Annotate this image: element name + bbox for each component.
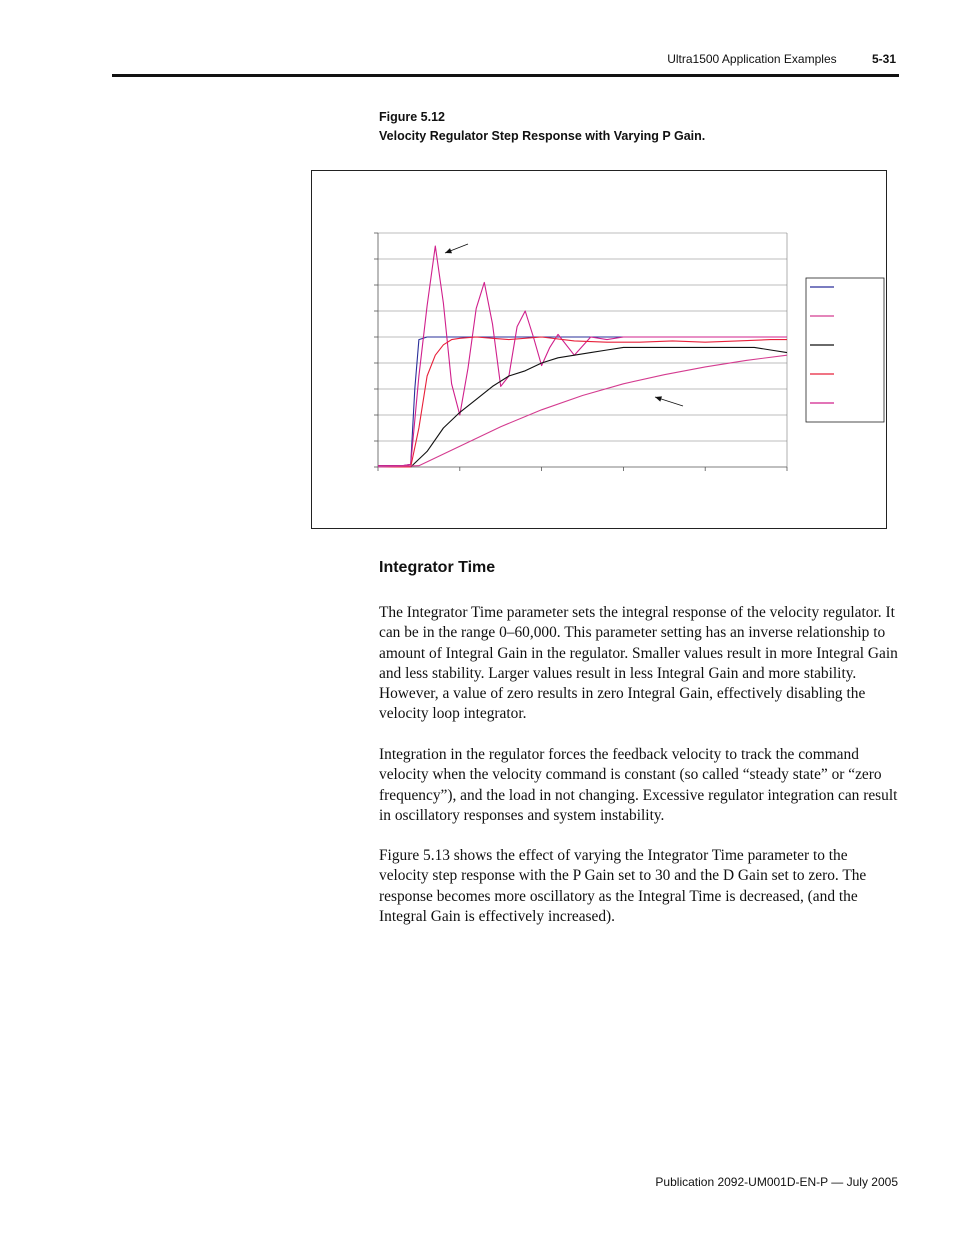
series-line-2	[378, 347, 787, 467]
arrow-low-gain-head	[655, 396, 662, 401]
paragraph-integrator-time: The Integrator Time parameter sets the integral response of the velocity regulator. It can be in the range 0–60,000. This parameter setting has an inverse relationship to amount of Integral Gain in the regulator. Smaller values result in more Integral Gain and less stability. Larger values result in less Integral Gain and more stability. However, a value of zero results in zero Integral Gain, effectively disabling the velocity loop integrator.	[379, 604, 898, 723]
series-line-0	[378, 337, 787, 466]
figure-title: Velocity Regulator Step Response with Varying P Gain.	[379, 129, 706, 143]
page-number: 5-31	[871, 52, 896, 66]
step-response-chart	[312, 171, 888, 530]
paragraph-integration: Integration in the regulator forces the feedback velocity to track the command velocity when the velocity command is constant (so called “steady state” or “zero frequency”), and the load in not changing. Excessive regulator integration can result in oscillatory responses and system instability.	[379, 746, 898, 824]
running-title: Ultra1500 Application Examples	[667, 52, 837, 66]
running-head	[396, 52, 896, 66]
publication-footer: Publication 2092-UM001D-EN-P — July 2005	[655, 1175, 898, 1189]
series-layer	[378, 246, 787, 467]
section-heading: Integrator Time	[379, 559, 496, 576]
paragraph-figure-reference: Figure 5.13 shows the effect of varying the Integrator Time parameter to the velocity step response with the P Gain set to 30 and the D Gain set to zero. The response becomes more oscillatory as the Integral Time is decreased, (and the Integral Gain is effectively increased).	[379, 847, 867, 925]
figure-caption	[379, 108, 705, 146]
figure-number: Figure 5.12	[379, 110, 445, 124]
axes-layer	[374, 233, 787, 471]
series-line-4	[378, 355, 787, 467]
series-line-1	[378, 246, 787, 466]
figure-frame	[311, 170, 887, 529]
legend-layer	[806, 278, 884, 422]
header-rule	[112, 74, 899, 77]
annotation-layer	[445, 244, 683, 406]
legend-box	[806, 278, 884, 422]
series-line-3	[378, 337, 787, 467]
arrow-high-gain-head	[445, 248, 452, 253]
